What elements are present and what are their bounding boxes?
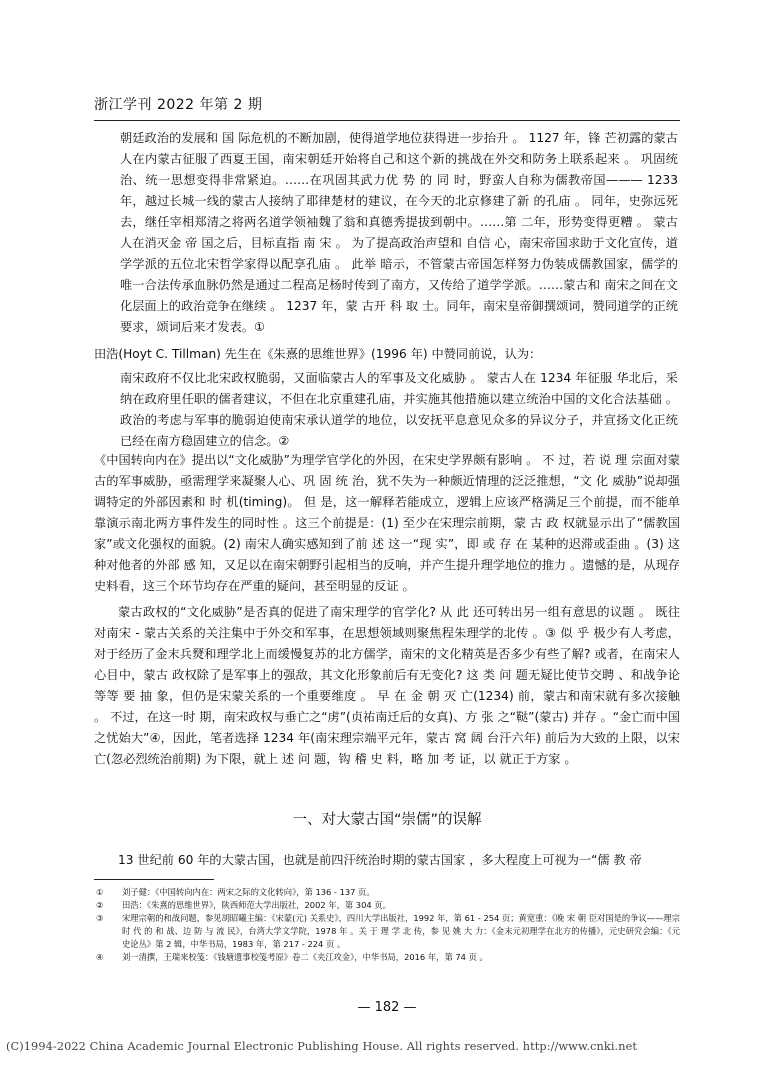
footnotes	[94, 886, 680, 964]
body-paragraph-3: 13 世纪前 60 年的大蒙古国，也就是前四汗统治时期的蒙古国家 ，多大程度上可视为一“儒 教 帝	[118, 853, 642, 867]
footnote-3	[94, 912, 680, 951]
footnote-text: 刘子健：《中国转向内在：两宋之际的文化转向》，第 136 - 137 页。	[122, 887, 375, 897]
footnote-text: 宋理宗朝的和战问题，参见胡昭曦主编：《宋蒙(元) 关系史》，四川大学出版社，1992 年，第 61 - 254 页；黄宽重：《晚 宋 朝 臣对国是的争议——理宗时 代 的 和 战、边 防 与 流 民》，台湾大学文学院，1978 年 。关 于 理 学 北 传，参 见 姚 大 力：《金末元初理学在北方的传播》，元史研究会编：《元史论丛》第 2 辑，中华书局，1983 年，第 217 - 224 页 。	[122, 913, 680, 949]
footnote-marker: ②	[96, 900, 104, 910]
body-paragraph-2: 蒙古政权的“文化威胁”是否真的促进了南宋理学的官学化? 从 此 还可转出另一组有意思的议题 。 既往对南宋 - 蒙古关系的关注集中于外交和军事，在思想领域则聚焦程朱理学的北传 。③ 似 乎 极少有人考虑，对于经历了金末兵燹和理学北上而缓慢复苏的北方儒学，南宋的文化精英是否多少有些了解? 或者，在南宋人心目中，蒙古 政权除了是军事上的强敌，其文化形象前后有无变化? 这 类 问 题无疑比使节交聘 、和战争论等等 要 抽 象，但仍是宋蒙关系的一个重要维度 。 早 在 金 朝 灭 亡(1234) 前，蒙古和南宋就有多次接触 。 不过，在这一时 期，南宋政权与垂亡之“虏”(贞祐南迁后的女真)、方 张 之“鞑”(蒙古) 并存 。“金亡而中国之忧始大”④，因此，笔者选择 1234 年(南宋理宗端平元年，蒙古 窝 阔 台汗六年) 前后为大致的上限，以宋亡(忽必烈统治前期) 为下限，就上 述 问 题，钩 稽 史 料，略 加 考 证，以 就正于方家 。	[94, 605, 680, 766]
footnote-text: 田浩：《朱熹的思维世界》，陕西师范大学出版社，2002 年，第 304 页。	[122, 900, 391, 910]
intro-paragraph: 田浩(Hoyt C. Tillman) 先生在《朱熹的思维世界》(1996 年) 中赞同前说，认为：	[94, 347, 542, 361]
footnote-text: 刘一清撰，王瑞来校笺：《钱塘遗事校笺考原》卷二《夹江攻金》，中华书局，2016 年，第 74 页 。	[122, 952, 488, 962]
journal-header: 浙江学刊 2022 年第 2 期	[94, 97, 263, 113]
section-heading: 一、对大蒙古国“崇儒”的误解	[292, 812, 482, 828]
body-paragraph-1: 《中国转向内在》提出以“文化威胁”为理学官学化的外因，在宋史学界颇有影响 。 不 过，若 说 理 宗面对蒙古的军事威胁，亟需理学来凝聚人心、巩 固 统 治，犹不失为一种颇近情理的泛泛推想，“文 化 威胁”说却强调特定的外部因素和 时 机(timing)。 但 是，这一解释若能成立，逻辑上应该严格满足三个前提，而不能单靠演示南北两方事件发生的同时性 。这三个前提是：(1) 至少在宋理宗前期，蒙 古 政 权就显示出了“儒教国家”或文化强权的面貌。(2) 南宋人确实感知到了前 述 这一“现 实”，即 或 存 在 某种的迟滞或歪曲 。(3) 这种对他者的外部 感 知，又足以在南宋朝野引起相当的反响，并产生提升理学地位的推力 。遗憾的是，从现存史料看，这三个环节均存在严重的疑问，甚至明显的反证 。	[94, 453, 680, 593]
header-rule	[94, 120, 680, 121]
footnote-rule	[94, 879, 214, 880]
footnote-1	[94, 886, 680, 899]
block-quote-1: 朝廷政治的发展和 国 际危机的不断加剧，使得道学地位获得进一步抬升 。 1127 年，锋 芒初露的蒙古人在内蒙古征服了西夏王国，南宋朝廷开始将自己和这个新的挑战在外交和防务上联系起来 。 巩固统治、统一思想变得非常紧迫。……在巩固其武力优 势 的 同 时，野蛮人自称为儒教帝国——— 1233 年，越过长城一线的蒙古人接纳了耶律楚材的建议，在今天的北京修建了新 的孔庙 。 同年，史弥远死去，继任宰相郑清之将两名道学领袖魏了翁和真德秀提拔到朝中。……第 二年，形势变得更糟 。 蒙古人在消灭金 帝 国之后，目标直指 南 宋 。 为了提高政治声望和 自信 心，南宋帝国求助于文化宣传，道学学派的五位北宋哲学家得以配享孔庙 。 此举 暗示，不管蒙古帝国怎样努力伪装成儒教国家，儒学的唯一合法传承血脉仍然是通过二程高足杨时传到了南方，又传给了道学学派。……蒙古和 南宋之间在文化层面上的政治竞争在继续 。 1237 年，蒙 古开 科 取 士。同年，南宋皇帝御撰颂词，赞同道学的正统要求，颂词后来才发表。①	[120, 131, 678, 334]
footnote-marker: ①	[96, 887, 104, 897]
block-quote-2: 南宋政府不仅比北宋政权脆弱，又面临蒙古人的军事及文化威胁 。 蒙古人在 1234 年征服 华北后，采纳在政府里任职的儒者建议，不但在北京重建孔庙，并实施其他措施以建立统治中国的文化合法基础 。 政治的考虑与军事的脆弱迫使南宋承认道学的地位，以安抚平息意见众多的异议分子，并宣扬文化正统已经在南方稳固建立的信念。②	[120, 371, 678, 448]
copyright-notice: (C)1994-2022 China Academic Journal Electronic Publishing House. All rights reserved. http://www.cnki.net	[6, 1040, 638, 1053]
footnote-marker: ④	[96, 952, 104, 962]
page-number: — 182 —	[357, 1000, 417, 1015]
footnote-2	[94, 899, 680, 912]
footnote-4	[94, 951, 680, 964]
footnote-marker: ③	[96, 913, 104, 923]
